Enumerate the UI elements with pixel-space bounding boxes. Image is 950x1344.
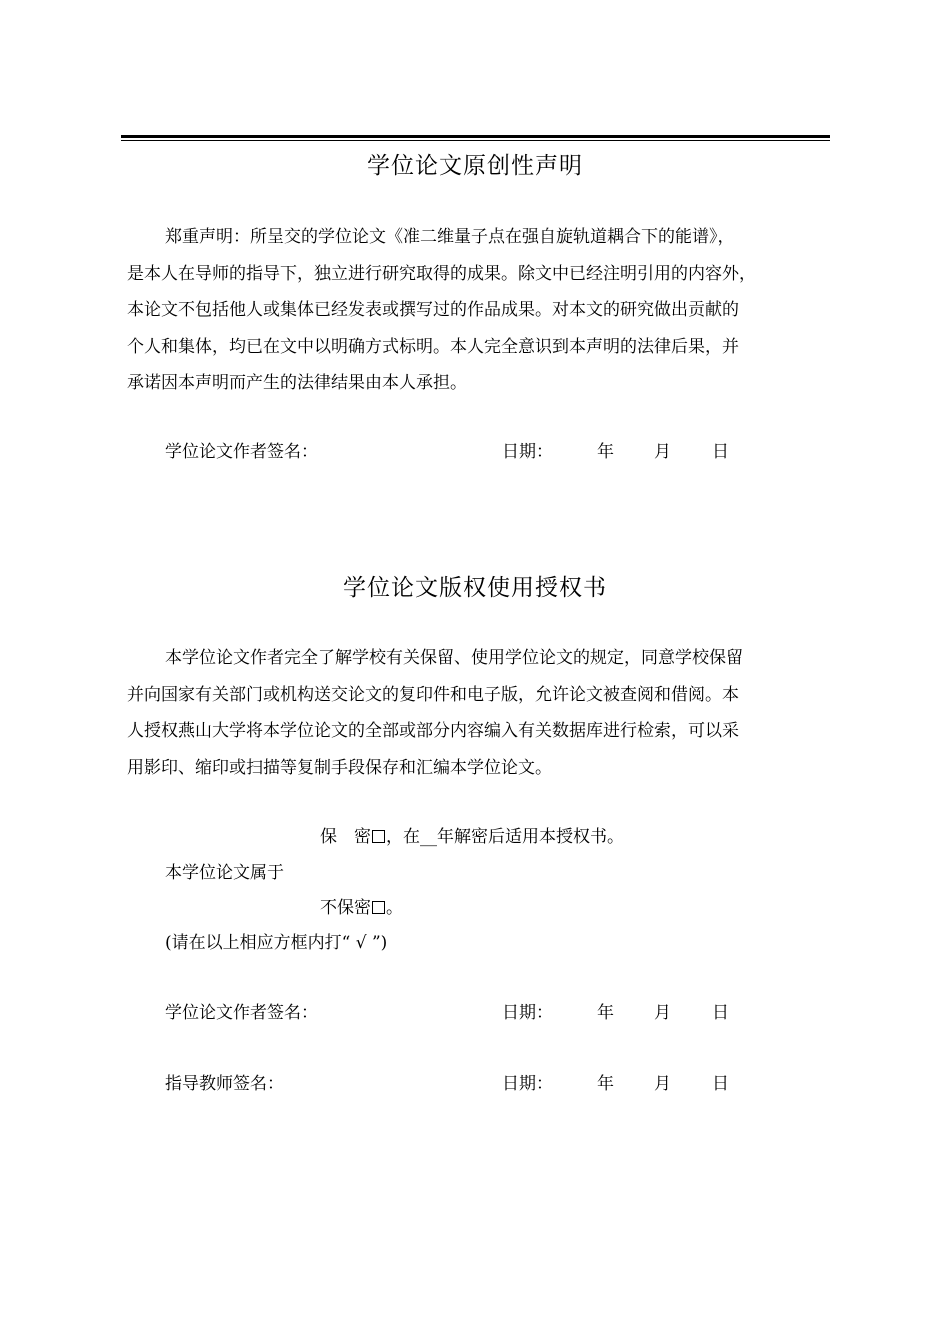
- declaration-year: 年: [597, 442, 614, 462]
- not-confidential-checkbox[interactable]: [372, 901, 385, 914]
- header-rule-thin: [121, 140, 830, 141]
- authorization-line: 人授权燕山大学将本学位论文的全部或部分内容编入有关数据库进行检索，可以采: [127, 721, 739, 741]
- confidential-option: [320, 822, 624, 847]
- authorization-line: 本学位论文作者完全了解学校有关保留、使用学位论文的规定，同意学校保留: [165, 648, 743, 668]
- authorization-line: 并向国家有关部门或机构送交论文的复印件和电子版，允许论文被查阅和借阅。本: [127, 684, 739, 705]
- declaration-title: 学位论文原创性声明: [367, 153, 583, 179]
- not-confidential-option: [320, 893, 403, 918]
- declaration-line: 承诺因本声明而产生的法律结果由本人承担。: [127, 373, 467, 393]
- not-confidential-label: 不保密: [320, 898, 371, 918]
- advisor-day: 日: [712, 1074, 729, 1094]
- declaration-line: 郑重声明：所呈交的学位论文《准二维量子点在强自旋轨道耦合下的能谱》，: [165, 227, 735, 247]
- advisor-month: 月: [654, 1074, 671, 1094]
- declaration-line: 个人和集体，均已在文中以明确方式标明。本人完全意识到本声明的法律后果，并: [127, 336, 739, 357]
- author-month: 月: [654, 1003, 671, 1023]
- advisor-signature-label: 指导教师签名：: [165, 1074, 284, 1094]
- belongs-label: 本学位论文属于: [165, 863, 284, 883]
- checkbox-instruction: (请在以上相应方框内打“ √ ”): [165, 933, 388, 953]
- author-signature-label: 学位论文作者签名：: [165, 1003, 318, 1023]
- not-confidential-suffix: 。: [386, 898, 403, 918]
- advisor-date-label: 日期：: [502, 1074, 553, 1094]
- declaration-line: 是本人在导师的指导下，独立进行研究取得的成果。除文中已经注明引用的内容外，: [127, 263, 756, 284]
- authorization-title: 学位论文版权使用授权书: [343, 575, 607, 601]
- declaration-line: 本论文不包括他人或集体已经发表或撰写过的作品成果。对本文的研究做出贡献的: [127, 300, 739, 320]
- declaration-paragraph: [127, 219, 823, 402]
- authorization-paragraph: [127, 640, 823, 786]
- declaration-day: 日: [712, 442, 729, 462]
- declaration-month: 月: [654, 442, 671, 462]
- header-rule-thick: [121, 135, 830, 138]
- author-date-label: 日期：: [502, 1003, 553, 1023]
- confidential-checkbox[interactable]: [372, 830, 385, 843]
- confidential-label: 保 密: [320, 827, 371, 847]
- advisor-year: 年: [597, 1074, 614, 1094]
- authorization-line: 用影印、缩印或扫描等复制手段保存和汇编本学位论文。: [127, 757, 552, 778]
- declaration-signature-label: 学位论文作者签名：: [165, 442, 318, 462]
- confidential-suffix: ，在__年解密后适用本授权书。: [386, 827, 624, 847]
- author-year: 年: [597, 1003, 614, 1023]
- author-day: 日: [712, 1003, 729, 1023]
- declaration-date-label: 日期：: [502, 442, 553, 462]
